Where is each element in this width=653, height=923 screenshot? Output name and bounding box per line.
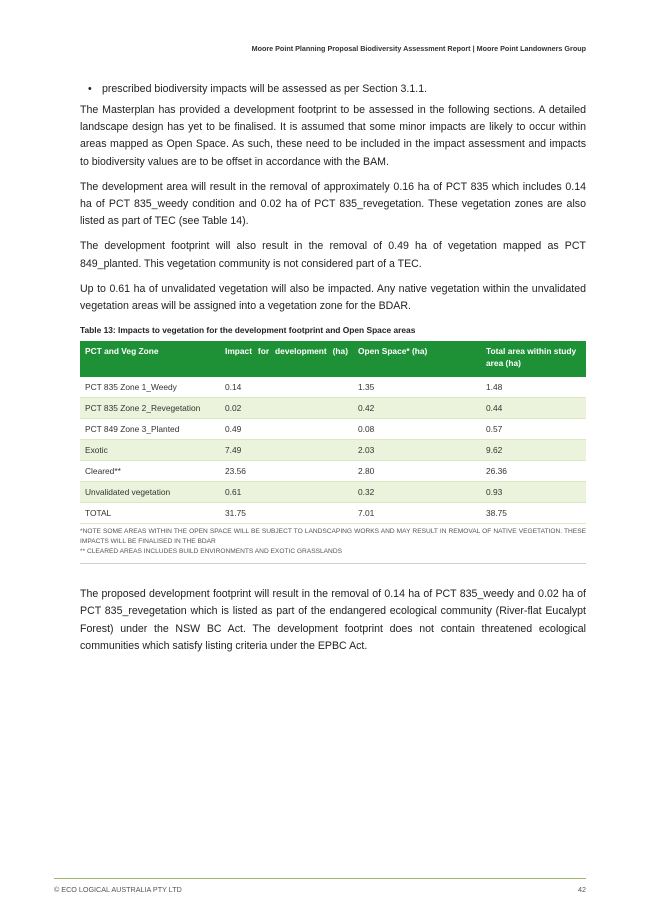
table-caption: Table 13: Impacts to vegetation for the development footprint and Open Space areas <box>80 325 416 336</box>
table-cell: 23.56 <box>220 461 353 482</box>
table-row <box>80 398 586 419</box>
table-cell: 2.80 <box>353 461 481 482</box>
table-cell: 0.42 <box>353 398 481 419</box>
table-cell: 2.03 <box>353 440 481 461</box>
footer-copyright: © ECO LOGICAL AUSTRALIA PTY LTD <box>54 885 182 894</box>
column-header-pct: PCT and Veg Zone <box>80 341 220 377</box>
page-content <box>80 82 586 663</box>
table-cell: 0.44 <box>481 398 586 419</box>
table-cell: 0.02 <box>220 398 353 419</box>
table-cell: 7.01 <box>353 503 481 524</box>
table-note-open-space: *NOTE SOME AREAS WITHIN THE OPEN SPACE WILL BE SUBJECT TO LANDSCAPING WORKS AND MAY RESULT IN REMOVAL OF NATIVE VEGETATION. THESE IMPACTS WILL BE FINALISED IN THE BDAR <box>80 528 586 546</box>
column-header-total: Total area within study area (ha) <box>481 341 586 377</box>
bullet-item <box>88 82 586 96</box>
table-cell: 38.75 <box>481 503 586 524</box>
bullet-dot-icon: • <box>88 83 92 95</box>
table-cell: 31.75 <box>220 503 353 524</box>
table-row <box>80 377 586 398</box>
table-cell: 26.36 <box>481 461 586 482</box>
impacts-table <box>80 341 586 524</box>
paragraph-closing: The proposed development footprint will result in the removal of 0.14 ha of PCT 835_weedy and 0.02 ha of PCT 835_revegetation which is listed as part of the endangered ecological community (River-flat Eucalypt Forest) under the NSW BC Act. The development footprint does not contain threatened ecological communities which satisfy listing criteria under the EPBC Act. <box>80 588 586 652</box>
table-row <box>80 482 586 503</box>
paragraph-masterplan: The Masterplan has provided a development footprint to be assessed in the following sections. A detailed landscape design has yet to be finalised. It is assumed that some minor impacts are likely to occur within areas mapped as Open Space. As such, these need to be included in the impact assessment and impacts to biodiversity values are to be offset in accordance with the BAM. <box>80 104 586 168</box>
table-cell: 0.93 <box>481 482 586 503</box>
table-cell: 0.32 <box>353 482 481 503</box>
table-cell: 0.08 <box>353 419 481 440</box>
table-cell: 7.49 <box>220 440 353 461</box>
table-cell: 1.35 <box>353 377 481 398</box>
table-cell: 9.62 <box>481 440 586 461</box>
table-note-cleared: ** CLEARED AREAS INCLUDES BUILD ENVIRONMENTS AND EXOTIC GRASSLANDS <box>80 548 342 556</box>
page-number: 42 <box>578 885 586 894</box>
table-cell: 0.57 <box>481 419 586 440</box>
table-row <box>80 440 586 461</box>
paragraph-unvalidated: Up to 0.61 ha of unvalidated vegetation will also be impacted. Any native vegetation within the unvalidated vegetation areas will be assigned into a vegetation zone for the BDAR. <box>80 282 586 313</box>
table-row <box>80 461 586 482</box>
table-cell: TOTAL <box>80 503 220 524</box>
column-header-impact: Impact for development (ha) <box>220 341 353 377</box>
table-cell: 0.61 <box>220 482 353 503</box>
table-notes <box>80 524 586 564</box>
table-cell: PCT 835 Zone 1_Weedy <box>80 377 220 398</box>
table-row <box>80 419 586 440</box>
paragraph-development-area: The development area will result in the removal of approximately 0.16 ha of PCT 835 which includes 0.14 ha of PCT 835_weedy condition and 0.02 ha of PCT 835_revegetation. These vegetation zones are also listed as part of TEC (see Table 14). <box>80 180 586 228</box>
table-row-total <box>80 503 586 524</box>
table-cell: 1.48 <box>481 377 586 398</box>
table-cell: 0.49 <box>220 419 353 440</box>
footer-divider <box>54 878 586 879</box>
table-cell: PCT 849 Zone 3_Planted <box>80 419 220 440</box>
page-header: Moore Point Planning Proposal Biodiversity Assessment Report | Moore Point Landowners Group <box>251 44 586 53</box>
table-cell: 0.14 <box>220 377 353 398</box>
table-header-row <box>80 341 586 377</box>
paragraph-footprint: The development footprint will also result in the removal of 0.49 ha of vegetation mapped as PCT 849_planted. This vegetation community is not considered part of a TEC. <box>80 240 586 270</box>
table-cell: Unvalidated vegetation <box>80 482 220 503</box>
bullet-text: prescribed biodiversity impacts will be assessed as per Section 3.1.1. <box>102 83 428 95</box>
table-cell: Cleared** <box>80 461 220 482</box>
column-header-open-space: Open Space* (ha) <box>353 341 481 377</box>
table-cell: Exotic <box>80 440 220 461</box>
table-cell: PCT 835 Zone 2_Revegetation <box>80 398 220 419</box>
